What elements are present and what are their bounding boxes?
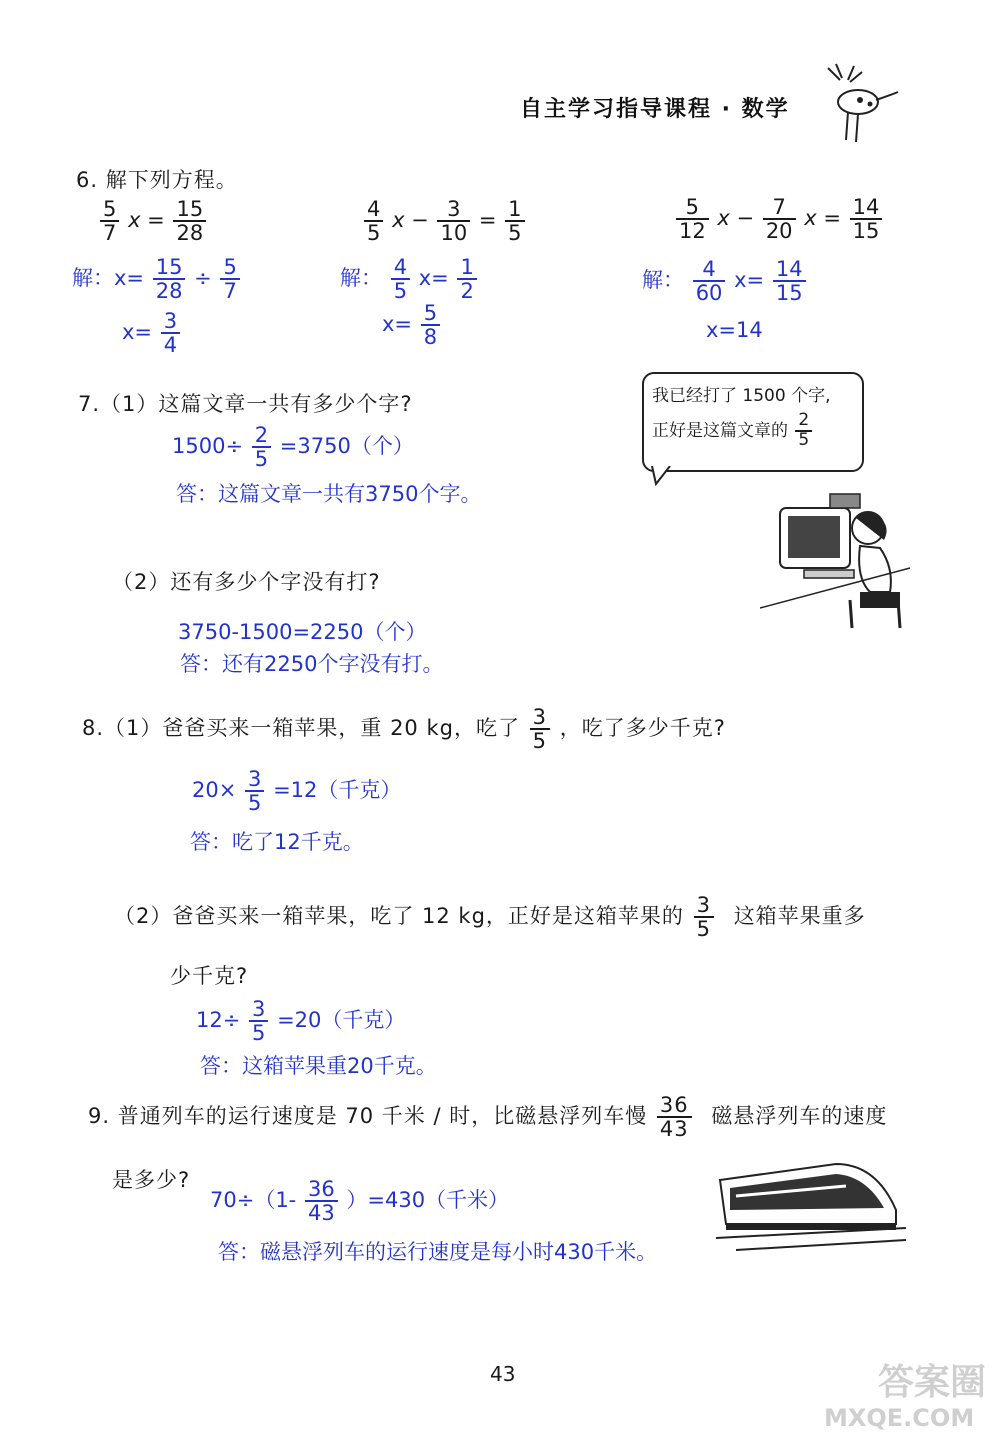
denominator: 7 xyxy=(220,278,239,302)
numerator: 3 xyxy=(252,997,266,1021)
equals-sign: = xyxy=(478,208,497,233)
header-title: 自主学习指导课程 · 数学 xyxy=(520,97,790,122)
variable-text: x − xyxy=(392,208,429,233)
fraction xyxy=(249,998,268,1044)
numerator: 36 xyxy=(659,1093,689,1117)
fraction xyxy=(364,198,383,244)
numerator: 36 xyxy=(307,1177,335,1201)
question-text: 磁悬浮列车的速度 xyxy=(711,1104,888,1129)
solution-prefix: 解：x= xyxy=(72,266,145,291)
fraction xyxy=(505,198,524,244)
q7-part1-question: 7.（1）这篇文章一共有多少个字? xyxy=(78,392,413,416)
fraction xyxy=(100,198,119,244)
fraction xyxy=(305,1178,338,1224)
fraction xyxy=(173,198,206,244)
q8-part2-calc xyxy=(196,998,405,1044)
fraction xyxy=(391,256,410,302)
q8-part1-question xyxy=(82,706,726,752)
denominator: 8 xyxy=(421,324,440,348)
maglev-train-icon xyxy=(716,1150,906,1260)
denominator: 15 xyxy=(850,218,883,242)
numerator: 2 xyxy=(798,410,810,431)
q9-question-line2: 是多少? xyxy=(112,1168,191,1192)
calc-prefix: 20× xyxy=(192,778,237,803)
numerator: 3 xyxy=(447,197,461,221)
solution-mid: x= xyxy=(418,266,449,291)
denominator: 2 xyxy=(457,278,476,302)
numerator: 4 xyxy=(702,257,716,281)
calc-suffix: ）=430（千米） xyxy=(346,1188,510,1213)
solution-prefix: 解： xyxy=(642,268,684,293)
svg-text:MXQE.COM: MXQE.COM xyxy=(824,1404,975,1432)
speech-bubble xyxy=(642,372,864,472)
denominator: 5 xyxy=(530,728,550,752)
q7-part1-answer: 答：这篇文章一共有3750个字。 xyxy=(176,482,482,506)
solution-prefix: 解： xyxy=(340,266,382,291)
denominator: 60 xyxy=(693,280,726,304)
denominator: 28 xyxy=(153,278,186,302)
denominator: 5 xyxy=(364,220,383,244)
numerator: 5 xyxy=(423,301,438,325)
q6-solution-1-result xyxy=(122,310,182,356)
q7-part2-calc: 3750-1500=2250（个） xyxy=(178,620,427,644)
q6-equation-1 xyxy=(98,198,208,244)
variable-text: x = xyxy=(804,206,841,231)
fraction xyxy=(763,196,796,242)
denominator: 20 xyxy=(763,218,796,242)
question-text: 8.（1）爸爸买来一箱苹果，重 20 kg，吃了 xyxy=(82,716,520,741)
denominator: 5 xyxy=(252,446,271,470)
q6-equation-3 xyxy=(674,196,884,242)
fraction xyxy=(693,258,726,304)
numerator: 7 xyxy=(772,195,786,219)
numerator: 5 xyxy=(223,255,237,279)
q7-part2-answer: 答：还有2250个字没有打。 xyxy=(180,652,444,676)
q9-calc xyxy=(210,1178,509,1224)
fraction xyxy=(694,894,714,940)
result-prefix: x= xyxy=(122,320,153,345)
deer-decoration-icon xyxy=(818,60,908,150)
q9-question xyxy=(88,1094,887,1140)
denominator: 12 xyxy=(676,218,709,242)
denominator: 43 xyxy=(305,1200,338,1224)
numerator: 3 xyxy=(532,705,548,729)
calc-prefix: 70÷（1- xyxy=(210,1188,297,1213)
fraction xyxy=(795,412,812,450)
q6-solution-3 xyxy=(642,258,808,304)
q8-part1-answer: 答：吃了12千克。 xyxy=(190,830,364,854)
fraction xyxy=(530,706,550,752)
question-text: （2）爸爸买来一箱苹果，吃了 12 kg，正好是这箱苹果的 xyxy=(114,904,684,929)
question-text: ，吃了多少千克? xyxy=(559,716,726,741)
denominator: 15 xyxy=(773,280,806,304)
numerator: 14 xyxy=(852,195,880,219)
numerator: 5 xyxy=(103,197,117,221)
fraction xyxy=(437,198,470,244)
fraction xyxy=(773,258,806,304)
numerator: 15 xyxy=(155,255,183,279)
calc-suffix: =20（千克） xyxy=(277,1008,406,1033)
calc-prefix: 1500÷ xyxy=(172,434,244,459)
fraction xyxy=(457,256,476,302)
bubble-line-2 xyxy=(652,412,854,450)
bubble-text: 正好是这篇文章的 xyxy=(652,421,788,442)
q7-part2-question: （2）还有多少个字没有打? xyxy=(112,570,381,594)
numerator: 5 xyxy=(685,195,700,219)
denominator: 5 xyxy=(391,278,410,302)
result-prefix: x= xyxy=(382,312,413,337)
q7-part1-calc xyxy=(172,424,414,470)
fraction xyxy=(421,302,440,348)
solution-mid: x= xyxy=(734,268,765,293)
variable-text: x − xyxy=(717,206,755,231)
calc-suffix: =12（千克） xyxy=(273,778,402,803)
question-text: 9. 普通列车的运行速度是 70 千米 / 时，比磁悬浮列车慢 xyxy=(88,1104,648,1129)
bubble-tail-icon xyxy=(650,466,672,486)
denominator: 5 xyxy=(249,1020,268,1044)
calc-suffix: =3750（个） xyxy=(279,434,414,459)
numerator: 2 xyxy=(254,423,269,447)
q6-solution-2-result xyxy=(382,302,442,348)
q6-equation-2 xyxy=(362,198,527,244)
q6-solution-1 xyxy=(72,256,242,302)
svg-text:答案圈: 答案圈 xyxy=(878,1362,987,1403)
fraction xyxy=(245,768,264,814)
operator: ÷ xyxy=(194,266,212,291)
numerator: 3 xyxy=(696,893,711,917)
numerator: 1 xyxy=(460,255,474,279)
denominator: 5 xyxy=(694,916,714,940)
denominator: 10 xyxy=(437,220,470,244)
denominator: 5 xyxy=(795,430,812,450)
fraction xyxy=(657,1094,692,1140)
denominator: 5 xyxy=(505,220,524,244)
q6-title: 6. 解下列方程。 xyxy=(76,168,238,192)
numerator: 3 xyxy=(163,309,178,333)
denominator: 7 xyxy=(100,220,119,244)
denominator: 5 xyxy=(245,790,264,814)
numerator: 1 xyxy=(508,197,522,221)
fraction xyxy=(676,196,709,242)
page-number: 43 xyxy=(490,1362,516,1386)
q8-part2-answer: 答：这箱苹果重20千克。 xyxy=(200,1054,437,1078)
question-text: 这箱苹果重多 xyxy=(733,904,866,929)
bubble-line-1: 我已经打了 1500 个字, xyxy=(652,386,831,406)
q6-solution-2 xyxy=(340,256,479,302)
fraction xyxy=(161,310,180,356)
q8-part2-question xyxy=(114,894,866,940)
q8-part2-question-line2: 少千克? xyxy=(170,964,249,988)
numerator: 4 xyxy=(393,255,408,279)
calc-prefix: 12÷ xyxy=(196,1008,241,1033)
numerator: 15 xyxy=(176,197,204,221)
numerator: 4 xyxy=(367,197,381,221)
girl-at-computer-icon xyxy=(760,488,920,638)
fraction xyxy=(153,256,186,302)
fraction xyxy=(850,196,883,242)
numerator: 14 xyxy=(775,257,803,281)
q6-solution-3-result: x=14 xyxy=(706,318,763,342)
denominator: 28 xyxy=(173,220,206,244)
denominator: 43 xyxy=(657,1116,692,1140)
variable-text: x = xyxy=(128,208,165,233)
denominator: 4 xyxy=(161,332,180,356)
fraction xyxy=(252,424,271,470)
q9-answer: 答：磁悬浮列车的运行速度是每小时430千米。 xyxy=(218,1240,658,1264)
q8-part1-calc xyxy=(192,768,401,814)
fraction xyxy=(220,256,239,302)
watermark-logo xyxy=(822,1350,992,1432)
numerator: 3 xyxy=(248,767,262,791)
